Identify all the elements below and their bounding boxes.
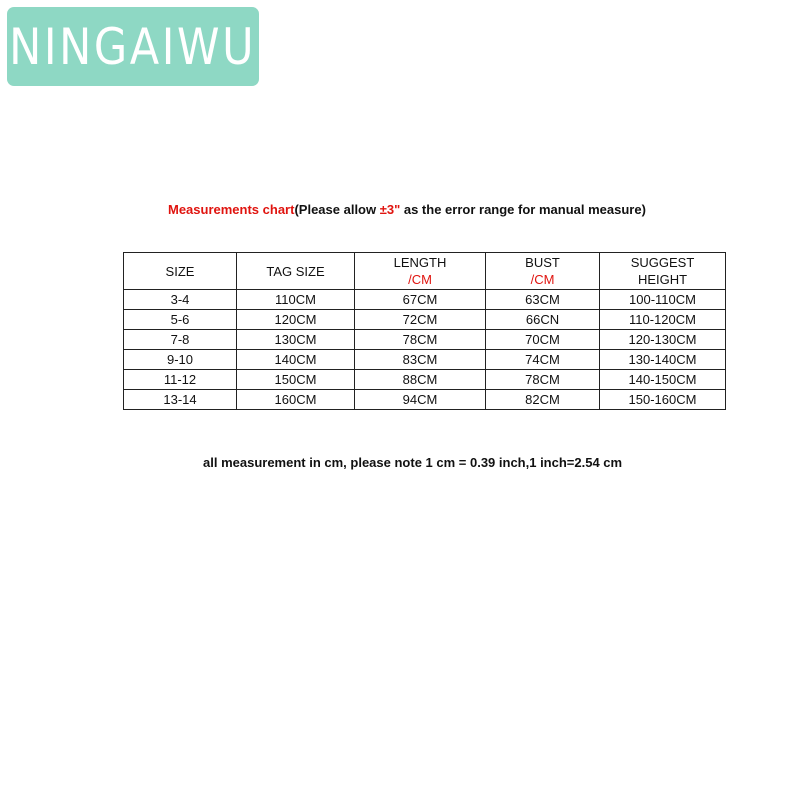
- cell-height: 130-140CM: [600, 350, 726, 370]
- cell-tag-size: 120CM: [237, 310, 355, 330]
- cell-size: 11-12: [124, 370, 237, 390]
- cell-size: 3-4: [124, 290, 237, 310]
- cell-height: 110-120CM: [600, 310, 726, 330]
- cell-size: 13-14: [124, 390, 237, 410]
- table-row: [124, 370, 726, 390]
- cell-height: 140-150CM: [600, 370, 726, 390]
- cell-length: 94CM: [355, 390, 486, 410]
- header-length: [355, 253, 486, 290]
- cell-bust: 66CN: [486, 310, 600, 330]
- cell-tag-size: 160CM: [237, 390, 355, 410]
- header-suggest-height: [600, 253, 726, 290]
- header-tag-size-label: TAG SIZE: [266, 263, 325, 279]
- chart-title: [0, 202, 800, 217]
- cell-height: 150-160CM: [600, 390, 726, 410]
- header-bust-label: BUST: [525, 255, 560, 270]
- chart-title-note-end: as the error range for manual measure): [400, 202, 646, 217]
- cell-length: 67CM: [355, 290, 486, 310]
- header-length-unit: /CM: [408, 272, 432, 287]
- header-bust: [486, 253, 600, 290]
- header-length-label: LENGTH: [393, 255, 447, 270]
- header-bust-unit: /CM: [530, 272, 555, 287]
- table-row: [124, 390, 726, 410]
- cell-length: 88CM: [355, 370, 486, 390]
- chart-title-tolerance: ±3": [379, 202, 401, 217]
- cell-tag-size: 150CM: [237, 370, 355, 390]
- cell-height: 120-130CM: [600, 330, 726, 350]
- header-size-label: SIZE: [165, 263, 195, 279]
- chart-title-note-start: (Please allow: [294, 202, 380, 217]
- brand-logo: [7, 7, 259, 86]
- size-table: [123, 252, 726, 410]
- cell-bust: 63CM: [486, 290, 600, 310]
- cell-bust: 74CM: [486, 350, 600, 370]
- header-tag-size: [237, 253, 355, 290]
- footnote: all measurement in cm, please note 1 cm = 0.39 inch,1 inch=2.54 cm: [203, 455, 623, 470]
- table-row: [124, 310, 726, 330]
- cell-length: 83CM: [355, 350, 486, 370]
- cell-tag-size: 130CM: [237, 330, 355, 350]
- cell-bust: 78CM: [486, 370, 600, 390]
- cell-tag-size: 140CM: [237, 350, 355, 370]
- cell-bust: 82CM: [486, 390, 600, 410]
- cell-length: 78CM: [355, 330, 486, 350]
- header-height-label: HEIGHT: [637, 272, 688, 287]
- table-header-row: [124, 253, 726, 290]
- header-size: [124, 253, 237, 290]
- table-row: [124, 350, 726, 370]
- cell-bust: 70CM: [486, 330, 600, 350]
- brand-name: NINGAIWU: [9, 17, 257, 76]
- chart-title-label: Measurements chart: [168, 202, 295, 217]
- table-row: [124, 330, 726, 350]
- table-row: [124, 290, 726, 310]
- cell-height: 100-110CM: [600, 290, 726, 310]
- cell-size: 9-10: [124, 350, 237, 370]
- header-suggest-label: SUGGEST: [630, 255, 695, 270]
- cell-tag-size: 110CM: [237, 290, 355, 310]
- cell-size: 5-6: [124, 310, 237, 330]
- cell-size: 7-8: [124, 330, 237, 350]
- cell-length: 72CM: [355, 310, 486, 330]
